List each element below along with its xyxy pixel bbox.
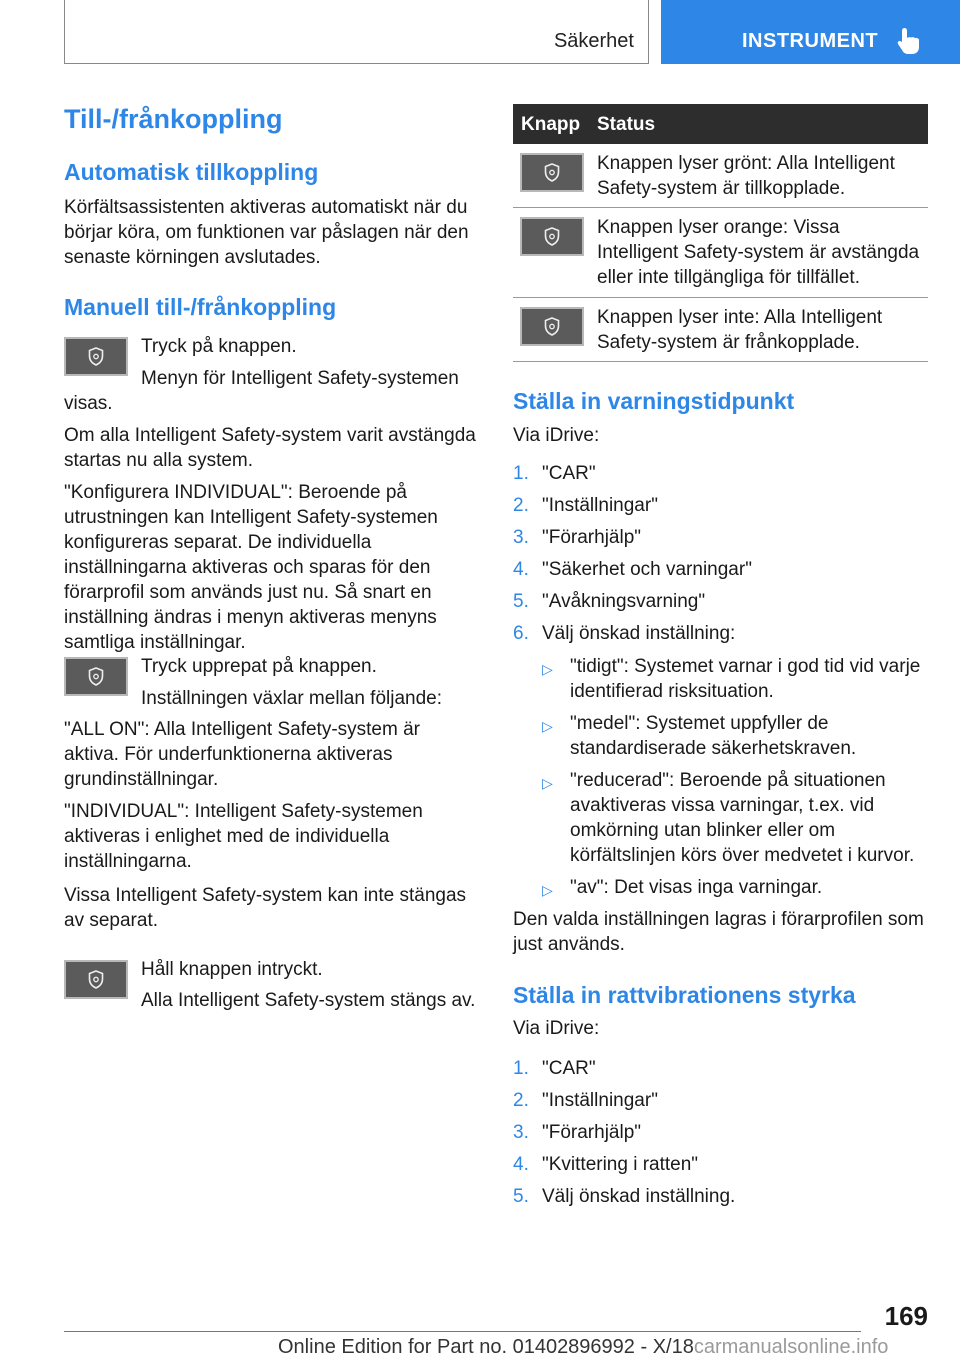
list-item: ▷ "av": Det visas inga varningar. — [542, 875, 928, 900]
list-item: 2. "Inställningar" — [513, 1090, 658, 1111]
list-item: 6. Välj önskad inställning: ▷ "tidigt": Systemet varnar i god tid vid varje identifierad risksituation. ▷ "medel": Systemet uppfyller de standardiserade säkerhetskraven. ▷ "reducerad": Beroende på situationen avaktiveras vissa varningar, t.ex. vid omkörning utan blinker eller om körfältslinjen körs över medvetet i kurvor. ▷ "av": Det visas inga varningar. — [513, 621, 928, 900]
list-item: 1. "CAR" — [513, 1058, 596, 1079]
triangle-bullet-icon: ▷ — [542, 775, 553, 791]
triangle-bullet-icon: ▷ — [542, 718, 553, 734]
vib-via: Via iDrive: — [513, 1018, 600, 1039]
manual-heading: Manuell till-/frånkoppling — [64, 294, 337, 320]
footer-divider — [64, 1331, 861, 1332]
header-section-label: Säkerhet — [553, 30, 634, 52]
safety-system-icon — [88, 667, 104, 686]
safety-system-icon — [544, 227, 560, 246]
list-item: ▷ "medel": Systemet uppfyller de standardiserade säkerhetskraven. — [542, 713, 857, 759]
list-item: 3. "Förarhjälp" — [513, 527, 642, 548]
table-row — [513, 298, 928, 362]
status-table-header — [513, 104, 928, 144]
status-orange-text: Knappen lyser orange: Vissa Intelligent Safety-system är avstängda eller inte tillgängliga för tillfället. — [597, 217, 920, 288]
header-section-tab — [64, 0, 649, 64]
button-green-image — [520, 153, 584, 192]
watermark-text: carmanualsonline.info — [693, 1336, 889, 1358]
para-configure-individual: "Konfigurera INDIVIDUAL": Beroende på utrustningen kan Intelligent Safety-systemen konfigureras separat. De individuella inställningarna aktiveras och sparas för den förarprofil som används just nu. Så snart en inställning ändras i menyn aktiveras menyns samtliga inställningar. — [64, 482, 438, 653]
hand-pointer-icon — [894, 26, 924, 56]
header-chapter-label: INSTRUMENT — [742, 30, 879, 52]
list-item: ▷ "tidigt": Systemet varnar i god tid vid varje identifierad risksituation. — [542, 656, 921, 702]
warn-via: Via iDrive: — [513, 425, 600, 446]
edition-text: Online Edition for Part no. 01402896992 - X/18 — [278, 1336, 694, 1358]
safety-system-icon — [88, 970, 104, 989]
safety-button-image — [64, 657, 128, 696]
list-item: 5. "Avåkningsvarning" — [513, 591, 706, 612]
list-item: 4. "Kvittering i ratten" — [513, 1154, 699, 1175]
step-press-button: Tryck på knappen. — [141, 336, 297, 357]
list-item: ▷ "reducerad": Beroende på situationen avaktiveras vissa varningar, t.ex. vid omkörning utan blinker eller om körfältslinjen körs över medvetet i kurvor. — [542, 770, 915, 866]
triangle-bullet-icon: ▷ — [542, 882, 553, 898]
list-item: 4. "Säkerhet och varningar" — [513, 559, 752, 580]
warn-note: Den valda inställningen lagras i förarprofilen som just används. — [513, 909, 924, 955]
footer-edition — [278, 1336, 888, 1359]
status-off-text: Knappen lyser inte: Alla Intelligent Safety-system är frånkopplade. — [597, 307, 883, 353]
warn-heading: Ställa in varningstidpunkt — [513, 388, 795, 414]
triangle-bullet-icon: ▷ — [542, 661, 553, 677]
col-knapp: Knapp — [521, 114, 581, 135]
status-green-text: Knappen lyser grönt: Alla Intelligent Safety-system är tillkopplade. — [597, 153, 895, 199]
table-row — [513, 208, 928, 298]
list-item: 5. Välj önskad inställning. — [513, 1186, 736, 1207]
step-hold-button: Håll knappen intryckt. — [141, 959, 323, 980]
vib-heading: Ställa in rattvibrationens styrka — [513, 982, 856, 1008]
safety-system-icon — [544, 317, 560, 336]
vib-steps — [513, 1056, 928, 1216]
col-status: Status — [597, 114, 656, 135]
button-orange-image — [520, 217, 584, 256]
page-title: Till-/frånkoppling — [64, 104, 283, 134]
para-individual: "INDIVIDUAL": Intelligent Safety-systemen aktiveras i enlighet med de individuella inställningarna. — [64, 801, 423, 872]
list-item: 2. "Inställningar" — [513, 495, 658, 516]
warn-steps — [513, 461, 928, 907]
header-chapter-tab — [661, 0, 960, 64]
warn-options — [542, 654, 928, 900]
menu-shows-text: Menyn för Intelligent Safety-systemen visas. — [64, 368, 459, 414]
para-all-on: "ALL ON": Alla Intelligent Safety-system är aktiva. För underfunktionerna aktiveras grundinställningar. — [64, 719, 420, 790]
table-row — [513, 144, 928, 208]
list-item: 3. "Förarhjälp" — [513, 1122, 642, 1143]
safety-system-icon — [544, 163, 560, 182]
button-off-image — [520, 307, 584, 346]
para-cannot-disable: Vissa Intelligent Safety-system kan inte stängas av separat. — [64, 885, 467, 931]
step-press-repeat: Tryck upprepat på knappen. — [141, 656, 377, 677]
auto-text: Körfältsassistenten aktiveras automatiskt när du börjar köra, om funktionen var påslagen när den senaste körningen avslutades. — [64, 197, 469, 268]
safety-system-icon — [88, 347, 104, 366]
para-all-off: Om alla Intelligent Safety-system varit avstängda startas nu alla system. — [64, 425, 476, 471]
safety-button-image — [64, 960, 128, 999]
page-number: 169 — [884, 1301, 928, 1331]
all-off-text: Alla Intelligent Safety-system stängs av. — [141, 990, 476, 1011]
list-item: 1. "CAR" — [513, 463, 596, 484]
auto-heading: Automatisk tillkoppling — [64, 159, 319, 185]
toggle-text: Inställningen växlar mellan följande: — [141, 688, 443, 709]
